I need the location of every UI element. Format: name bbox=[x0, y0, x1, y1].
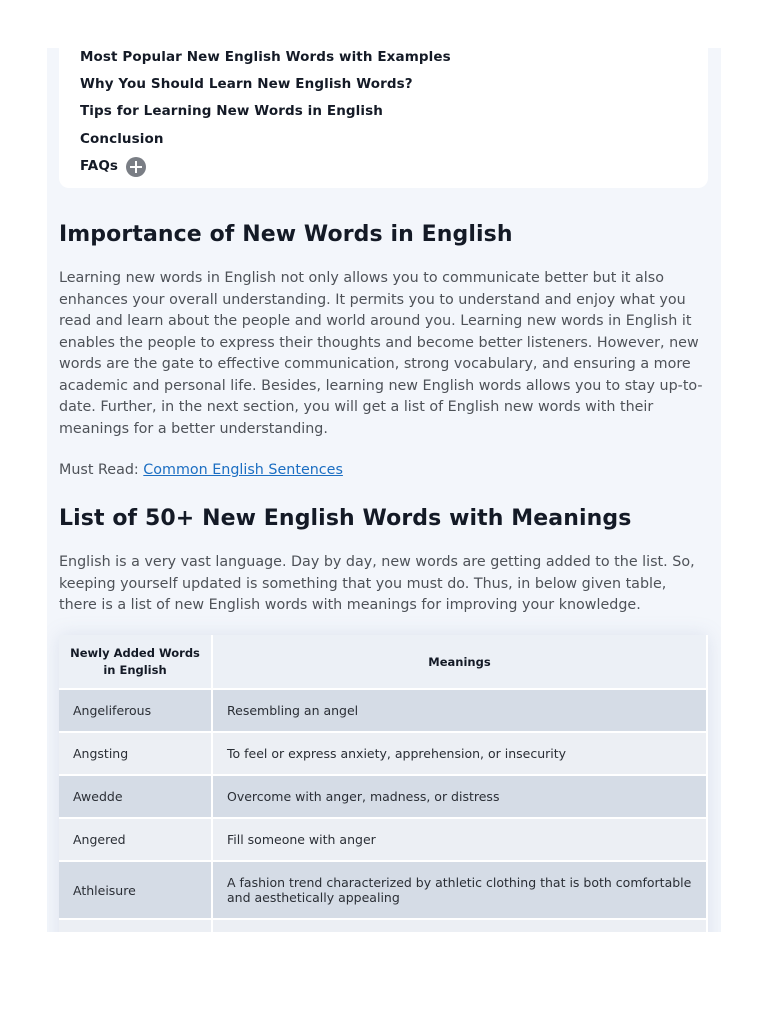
table-row bbox=[59, 861, 707, 919]
article-content bbox=[47, 48, 721, 932]
must-read-line bbox=[59, 462, 343, 478]
words-table bbox=[59, 635, 708, 932]
plus-circle-icon[interactable] bbox=[126, 157, 146, 177]
toc-link-faqs[interactable]: FAQs bbox=[80, 158, 119, 174]
word-cell: Awedde bbox=[59, 775, 212, 818]
table-row bbox=[59, 818, 707, 861]
table-header-row bbox=[59, 635, 707, 689]
must-read-label: Must Read: bbox=[59, 462, 139, 478]
word-cell: Angered bbox=[59, 818, 212, 861]
column-header-meaning: Meanings bbox=[212, 635, 707, 689]
table-row bbox=[59, 689, 707, 732]
column-header-word: Newly Added Words in English bbox=[59, 635, 212, 689]
word-cell: Angeliferous bbox=[59, 689, 212, 732]
toc-link-tips[interactable]: Tips for Learning New Words in English bbox=[80, 103, 383, 119]
word-cell bbox=[59, 919, 212, 932]
toc-link-conclusion[interactable]: Conclusion bbox=[80, 131, 164, 147]
importance-paragraph: Learning new words in English not only allows you to communicate better but it also enhances your overall understanding. It permits you to understand and enjoy what you read and learn about the people and world around you. Learning new words in English it enables the people to express their thoughts and become better listeners. However, new words are the gate to effective communication, strong vocabulary, and ensuring a more academic and personal life. Besides, learning new English words allows you to stay up-to-date. Further, in the next section, you will get a list of English new words with their meanings for a better understanding. bbox=[59, 270, 703, 437]
list-intro-paragraph: English is a very vast language. Day by day, new words are getting added to the list. So, keeping yourself updated is something that you must do. Thus, in below given table, there is a list of new English words with meanings for improving your knowledge. bbox=[59, 554, 695, 613]
table-row bbox=[59, 919, 707, 932]
toc-link-why-learn[interactable]: Why You Should Learn New English Words? bbox=[80, 76, 413, 92]
meaning-cell: Fill someone with anger bbox=[212, 818, 707, 861]
word-cell: Angsting bbox=[59, 732, 212, 775]
toc-link-popular-words[interactable]: Most Popular New English Words with Examples bbox=[80, 49, 451, 65]
table-row bbox=[59, 775, 707, 818]
meaning-cell: Resembling an angel bbox=[212, 689, 707, 732]
meaning-cell: Overcome with anger, madness, or distress bbox=[212, 775, 707, 818]
table-row bbox=[59, 732, 707, 775]
must-read-link[interactable]: Common English Sentences bbox=[143, 462, 343, 478]
meaning-cell bbox=[212, 919, 707, 932]
table-of-contents bbox=[59, 48, 708, 188]
word-cell: Athleisure bbox=[59, 861, 212, 919]
meaning-cell: A fashion trend characterized by athletic clothing that is both comfortable and aesthetically appealing bbox=[212, 861, 707, 919]
section-heading-list: List of 50+ New English Words with Meanings bbox=[59, 506, 632, 531]
section-heading-importance: Importance of New Words in English bbox=[59, 222, 513, 247]
meaning-cell: To feel or express anxiety, apprehension, or insecurity bbox=[212, 732, 707, 775]
